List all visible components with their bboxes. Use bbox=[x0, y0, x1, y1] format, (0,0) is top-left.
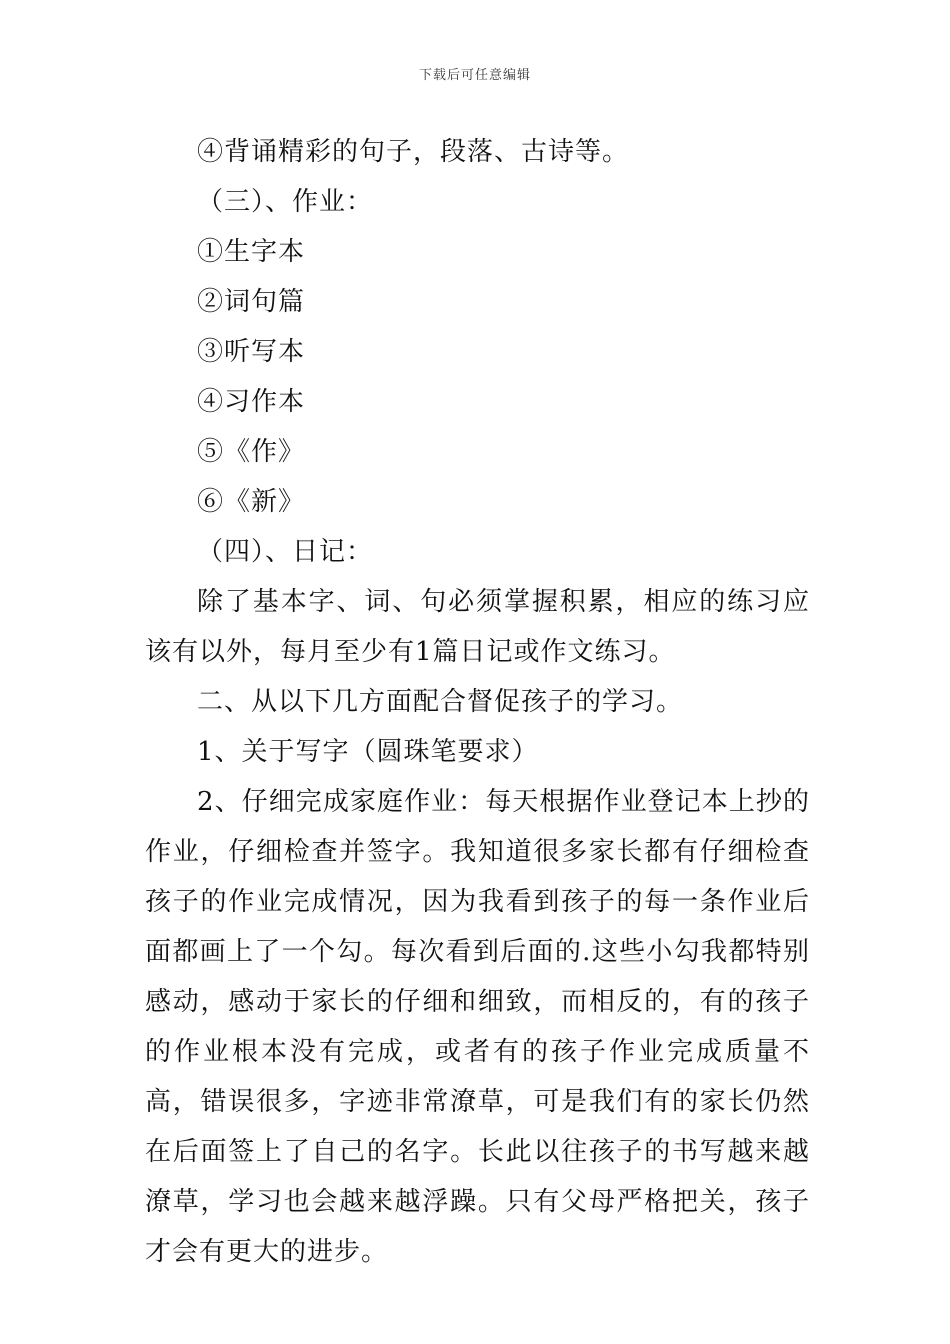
list-item-xin: ⑥《新》 bbox=[197, 487, 306, 517]
paragraph-diary: 除了基本字、词、句必须掌握积累，相应的练习应该有以外，每月至少有1篇日记或作文练习。 bbox=[145, 587, 810, 667]
document-body bbox=[145, 127, 810, 1277]
item-one-writing: 1、关于写字（圆珠笔要求） bbox=[197, 737, 539, 767]
list-item-dictation-book: ③听写本 bbox=[197, 337, 306, 367]
section-heading-homework: （三）、作业： bbox=[197, 187, 374, 217]
list-item-recite: ④背诵精彩的句子，段落、古诗等。 bbox=[197, 137, 630, 167]
list-item-vocab-book: ①生字本 bbox=[197, 237, 306, 267]
list-item-composition-book: ④习作本 bbox=[197, 387, 306, 417]
header-note: 下载后可任意编辑 bbox=[418, 68, 531, 83]
paragraph-homework: 2、仔细完成家庭作业：每天根据作业登记本上抄的作业，仔细检查并签字。我知道很多家长都有仔细检查孩子的作业完成情况，因为我看到孩子的每一条作业后面都画上了一个勾。每次看到后面的.这些小勾我都特别感动，感动于家长的仔细和细致，而相反的，有的孩子的作业根本没有完成，或者有的孩子作业完成质量不高，错误很多，字迹非常潦草，可是我们有的家长仍然在后面签上了自己的名字。长此以往孩子的书写越来越潦草，学习也会越来越浮躁。只有父母严格把关，孩子才会有更大的进步。 bbox=[145, 787, 810, 1267]
list-item-zuo: ⑤《作》 bbox=[197, 437, 306, 467]
list-item-sentence-book: ②词句篇 bbox=[197, 287, 306, 317]
section-two-title: 二、从以下几方面配合督促孩子的学习。 bbox=[197, 687, 684, 717]
section-heading-diary: （四）、日记： bbox=[197, 537, 374, 567]
